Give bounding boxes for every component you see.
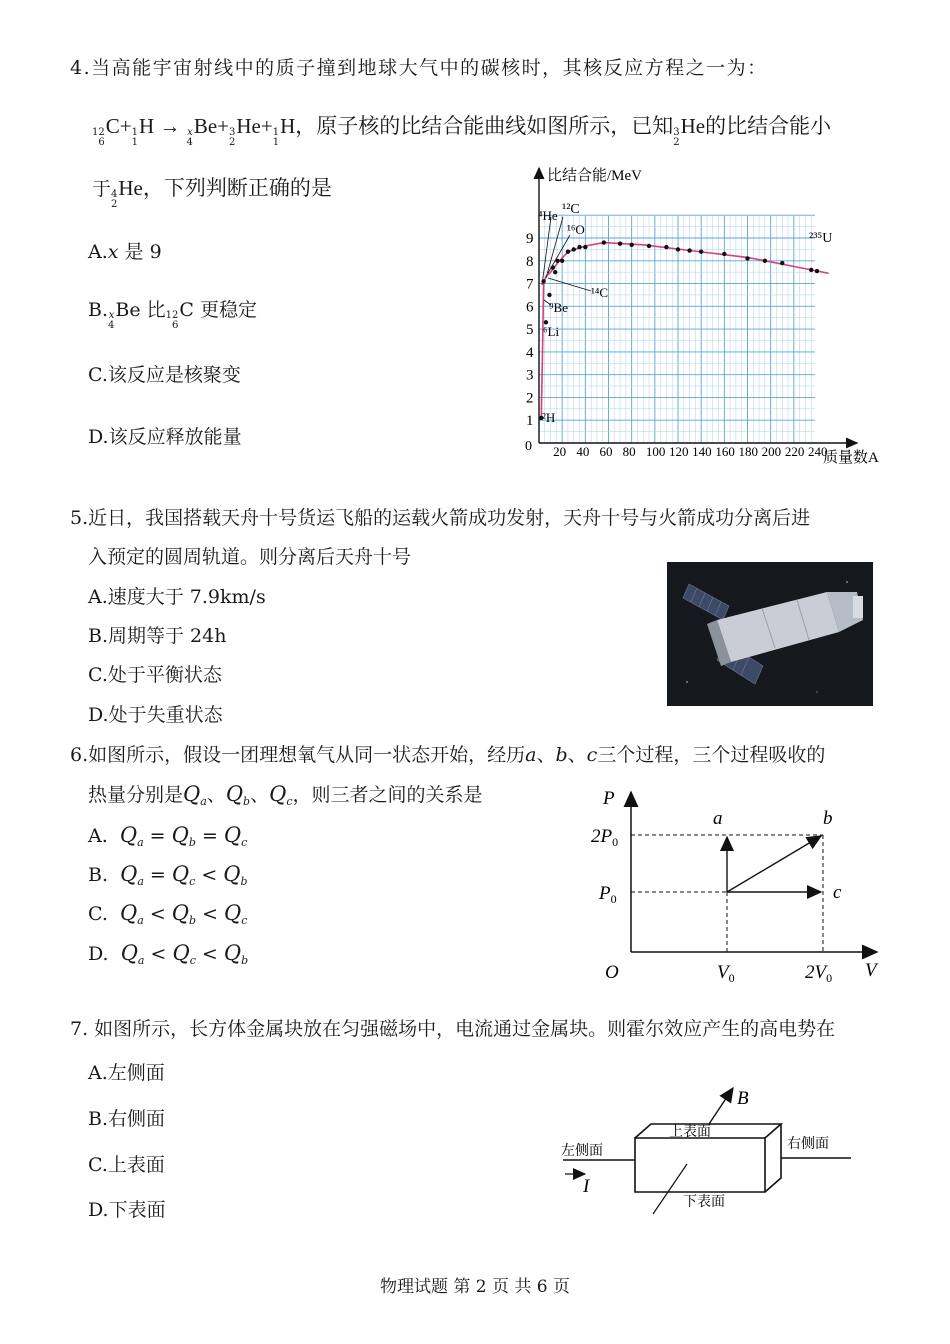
q6-option-d[interactable]: D. $Q_a < Q_c < Q_b$ <box>88 941 249 967</box>
q4-stem-line1: 4.当高能宇宙射线中的质子撞到地球大气中的碳核时，其核反应方程之一为： <box>70 57 768 79</box>
q4-option-a[interactable]: A.x 是 9 <box>88 241 162 263</box>
q6-option-b[interactable]: B. $Q_a = Q_c < Q_b$ <box>88 862 248 888</box>
y-tick-label: 7 <box>526 276 534 293</box>
label-c14: ¹⁴C <box>591 285 609 300</box>
nuclide-he3b: 3 2 <box>673 127 680 148</box>
data-point <box>572 247 576 251</box>
chart-origin: 0 <box>525 439 532 454</box>
q4-stem-line3: 于 4 2 He，下列判断正确的是 <box>92 176 332 210</box>
data-point <box>602 240 606 244</box>
x-tick-label: 200 <box>761 444 782 459</box>
data-point <box>745 256 749 260</box>
binding-curve <box>541 243 828 418</box>
pv-v-label: V <box>865 960 877 981</box>
data-point <box>629 243 633 247</box>
data-point <box>809 268 813 272</box>
x-tick-label: 160 <box>715 444 735 459</box>
data-point <box>676 247 680 251</box>
data-point <box>815 269 819 273</box>
data-point <box>780 261 784 265</box>
pv-p-label: P <box>603 788 615 809</box>
q7-stem-line1: 7. 如图所示，长方体金属块放在匀强磁场中，电流通过金属块。则霍尔效应产生的高电势在 <box>70 1018 836 1040</box>
data-point <box>547 293 551 297</box>
data-point <box>566 249 570 253</box>
data-point <box>618 241 622 245</box>
bottom-pointer <box>653 1164 687 1214</box>
x-tick-label: 60 <box>599 444 613 459</box>
x-tick-label: 240 <box>808 444 828 459</box>
pv-2p0: $2P_0$ <box>591 826 619 849</box>
data-point <box>699 249 703 253</box>
q4-equation-line: 12 6 C+ 1 1 H → x 4 Be+ 3 2 He+ 1 1 H，原子核的比结合能曲线如图所示，已知 3 2 He的比结合能小 <box>92 114 832 148</box>
q5-option-d[interactable]: D.处于失重状态 <box>88 704 223 726</box>
y-tick-label: 3 <box>526 367 534 384</box>
y-tick-label: 8 <box>526 253 534 270</box>
block-front <box>635 1138 765 1192</box>
x-tick-label: 220 <box>784 444 805 459</box>
x-tick-label: 120 <box>669 444 689 459</box>
q7-option-b[interactable]: B.右侧面 <box>88 1108 166 1130</box>
data-point <box>687 248 691 252</box>
pv-origin: O <box>605 962 619 983</box>
q5-stem-line1: 5.近日，我国搭载天舟十号货运飞船的运载火箭成功发射，天舟十号与火箭成功分离后进 <box>70 507 811 529</box>
nuclide-h1b: 1 1 <box>272 127 280 148</box>
data-point <box>577 245 581 249</box>
page-footer: 物理试题 第 2 页 共 6 页 <box>379 1277 571 1297</box>
pv-label-a: a <box>713 808 723 829</box>
label-u235: ²³⁵U <box>809 231 833 246</box>
label-c12: ¹²C <box>562 202 580 217</box>
y-tick-label: 5 <box>526 322 534 339</box>
label-h2: ²H <box>542 410 556 425</box>
right-face-label: 右侧面 <box>787 1137 829 1152</box>
y-tick-label: 9 <box>526 231 534 247</box>
data-point <box>560 259 564 263</box>
q5-option-c[interactable]: C.处于平衡状态 <box>88 664 222 686</box>
x-tick-label: 20 <box>553 444 567 459</box>
i-label: I <box>583 1176 590 1197</box>
data-point <box>583 245 587 249</box>
process-b-arrow <box>727 836 821 892</box>
b-label: B <box>737 1088 749 1109</box>
nuclide-be-x2: x 4 <box>108 310 115 331</box>
label-be9: ⁹Be <box>549 300 568 315</box>
data-point <box>647 244 651 248</box>
q5-option-a[interactable]: A.速度大于 7.9km/s <box>88 586 266 608</box>
pv-p0: $P_0$ <box>599 883 617 906</box>
q4-option-c[interactable]: C.该反应是核聚变 <box>88 364 241 386</box>
data-point <box>763 259 767 263</box>
q6-option-a[interactable]: A. $Q_a = Q_b = Q_c$ <box>88 823 248 849</box>
x-tick-label: 180 <box>738 444 758 459</box>
data-point <box>553 270 557 274</box>
x-tick-label: 100 <box>645 444 666 459</box>
y-tick-label: 1 <box>526 413 534 430</box>
bottom-face-label: 下表面 <box>683 1195 725 1210</box>
y-tick-label: 6 <box>526 299 534 316</box>
q6-stem-line2: 热量分别是$Q_a$、$Q_b$、$Q_c$，则三者之间的关系是 <box>88 782 483 808</box>
data-point <box>722 252 726 256</box>
chart-ylabel: 比结合能/MeV <box>547 168 642 184</box>
q4-option-d[interactable]: D.该反应释放能量 <box>88 426 242 448</box>
binding-energy-chart <box>515 160 895 470</box>
label-li6: ⁶Li <box>543 324 560 339</box>
label-he4: ⁴He <box>538 208 558 223</box>
q5-option-b[interactable]: B.周期等于 24h <box>88 625 227 647</box>
q4-option-b[interactable]: B. x 4 Be 比 12 6 C 更稳定 <box>88 299 257 331</box>
q7-option-c[interactable]: C.上表面 <box>88 1154 165 1176</box>
nuclide-he3: 3 2 <box>228 127 236 148</box>
x-tick-label: 140 <box>692 444 712 459</box>
q7-option-a[interactable]: A.左侧面 <box>88 1062 165 1084</box>
pv-v0: $V_0$ <box>717 962 735 985</box>
q5-stem-line2: 入预定的圆周轨道。则分离后天舟十号 <box>88 546 412 568</box>
nuclide-c12b: 12 6 <box>165 310 179 331</box>
y-tick-label: 4 <box>526 344 534 361</box>
nuclide-h1: 1 1 <box>131 127 138 148</box>
y-tick-label: 2 <box>526 390 534 407</box>
label-o16: ¹⁶O <box>567 222 585 237</box>
data-point <box>664 245 668 249</box>
block-side <box>765 1124 781 1192</box>
pv-label-c: c <box>833 882 842 903</box>
pv-2v0: $2V_0$ <box>805 962 833 985</box>
pv-label-b: b <box>823 808 833 829</box>
pv-diagram <box>585 780 895 990</box>
left-face-label: 左侧面 <box>561 1144 603 1159</box>
x-tick-label: 80 <box>622 444 636 459</box>
top-face-label: 上表面 <box>669 1125 711 1140</box>
callout-c14 <box>548 278 591 291</box>
x-tick-label: 40 <box>576 444 590 459</box>
nuclide-be-x: x 4 <box>186 127 193 148</box>
chart-xlabel: 质量数A <box>823 450 879 466</box>
nuclide-he4: 4 2 <box>111 189 118 210</box>
nuclide-c12: 12 6 <box>92 127 105 148</box>
b-field-arrow <box>709 1088 733 1124</box>
q6-option-c[interactable]: C. $Q_a < Q_b < Q_c$ <box>88 901 248 927</box>
spacecraft-photo <box>667 562 873 706</box>
q7-option-d[interactable]: D.下表面 <box>88 1199 166 1221</box>
q6-stem-line1: 6.如图所示，假设一团理想氧气从同一状态开始，经历a、b、c三个过程，三个过程吸收的 <box>70 744 826 766</box>
hall-effect-diagram <box>555 1080 865 1220</box>
